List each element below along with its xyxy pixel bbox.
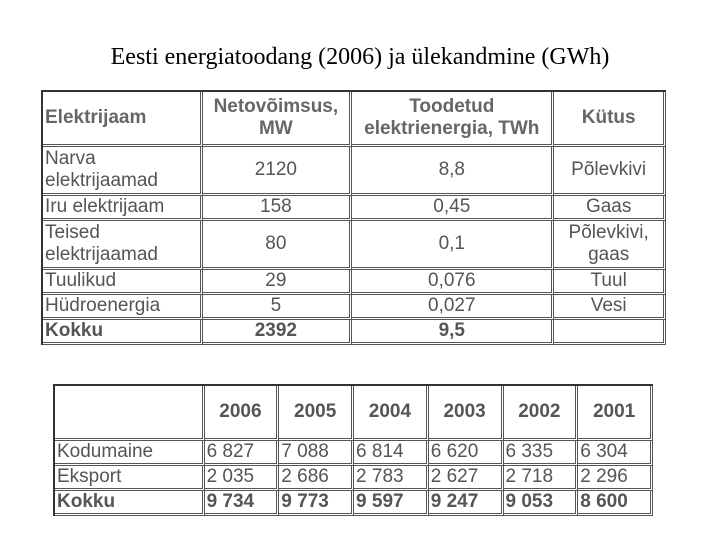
capacity-cell: 158 — [203, 196, 353, 221]
value-cell: 9 053 — [504, 491, 579, 516]
fuel-cell — [554, 320, 666, 345]
table-row — [43, 221, 666, 270]
table-row — [43, 270, 666, 295]
energy-cell: 0,027 — [352, 295, 554, 320]
year-header: 2006 — [205, 386, 280, 441]
value-cell: 6 620 — [429, 441, 504, 466]
fuel-cell — [554, 295, 666, 320]
header-toodetud — [352, 92, 554, 147]
value-cell: 2 686 — [279, 466, 354, 491]
header-line: Toodetud — [409, 96, 495, 117]
header-netovoimsus — [203, 92, 353, 147]
station-name — [43, 196, 203, 221]
transfer-table — [53, 384, 653, 516]
name-line: Tuulikud — [45, 270, 117, 291]
value-cell: 6 814 — [354, 441, 429, 466]
header-line: Kütus — [581, 107, 636, 128]
name-line: elektrijaamad — [45, 170, 158, 191]
energy-cell: 9,5 — [352, 320, 554, 345]
year-header: 2003 — [429, 386, 504, 441]
fuel-line: Põlevkivi — [571, 159, 647, 180]
name-line: Teised — [45, 222, 100, 243]
name-line: Narva — [45, 148, 96, 169]
capacity-cell: 5 — [203, 295, 353, 320]
fuel-line: Põlevkivi, — [568, 222, 649, 243]
name-line: elektrijaamad — [45, 244, 158, 265]
capacity-cell: 2392 — [203, 320, 353, 345]
capacity-cell: 80 — [203, 221, 353, 270]
value-cell: 2 035 — [205, 466, 280, 491]
total-row — [43, 320, 666, 345]
table-row — [55, 441, 653, 466]
transfer-header-row — [55, 386, 653, 441]
value-cell: 2 783 — [354, 466, 429, 491]
name-line: Hüdroenergia — [45, 295, 161, 316]
value-cell: 9 247 — [429, 491, 504, 516]
page-title: Eesti energiatoodang (2006) ja ülekandmine (GWh) — [110, 44, 610, 70]
row-label: Eksport — [55, 466, 205, 491]
total-row — [55, 491, 653, 516]
value-cell: 9 734 — [205, 491, 280, 516]
value-cell: 8 600 — [578, 491, 653, 516]
table-row — [43, 196, 666, 221]
energy-cell: 0,076 — [352, 270, 554, 295]
fuel-line: Vesi — [590, 295, 627, 316]
capacity-cell: 29 — [203, 270, 353, 295]
table-row — [43, 295, 666, 320]
table-row — [43, 147, 666, 196]
fuel-cell — [554, 221, 666, 270]
energy-cell: 8,8 — [352, 147, 554, 196]
value-cell: 6 335 — [504, 441, 579, 466]
year-header: 2004 — [354, 386, 429, 441]
value-cell: 6 827 — [205, 441, 280, 466]
energy-cell: 0,1 — [352, 221, 554, 270]
value-cell: 2 296 — [578, 466, 653, 491]
header-elektrijaam — [43, 92, 203, 147]
header-line: MW — [258, 118, 293, 139]
table-row — [55, 466, 653, 491]
value-cell: 7 088 — [279, 441, 354, 466]
header-line: Netovõimsus, — [213, 96, 339, 117]
header-kutus — [554, 92, 666, 147]
station-name — [43, 221, 203, 270]
name-line: Iru elektrijaam — [45, 196, 165, 217]
value-cell: 2 627 — [429, 466, 504, 491]
year-header: 2002 — [504, 386, 579, 441]
value-cell: 9 773 — [279, 491, 354, 516]
production-table — [41, 90, 666, 345]
fuel-line: gaas — [588, 244, 630, 265]
year-header: 2005 — [279, 386, 354, 441]
value-cell: 9 597 — [354, 491, 429, 516]
fuel-line: Gaas — [585, 196, 632, 217]
station-name — [43, 270, 203, 295]
capacity-cell: 2120 — [203, 147, 353, 196]
row-label: Kodumaine — [55, 441, 205, 466]
value-cell: 2 718 — [504, 466, 579, 491]
name-line: Kokku — [45, 320, 104, 341]
header-empty — [55, 386, 205, 441]
energy-cell: 0,45 — [352, 196, 554, 221]
fuel-cell — [554, 196, 666, 221]
fuel-line: Tuul — [590, 270, 627, 291]
fuel-cell — [554, 270, 666, 295]
header-line: Elektrijaam — [45, 107, 147, 128]
row-label: Kokku — [55, 491, 205, 516]
station-name — [43, 295, 203, 320]
production-header-row — [43, 92, 666, 147]
station-name — [43, 147, 203, 196]
header-line: elektrienergia, TWh — [364, 118, 540, 139]
fuel-cell — [554, 147, 666, 196]
value-cell: 6 304 — [578, 441, 653, 466]
year-header: 2001 — [578, 386, 653, 441]
station-name — [43, 320, 203, 345]
